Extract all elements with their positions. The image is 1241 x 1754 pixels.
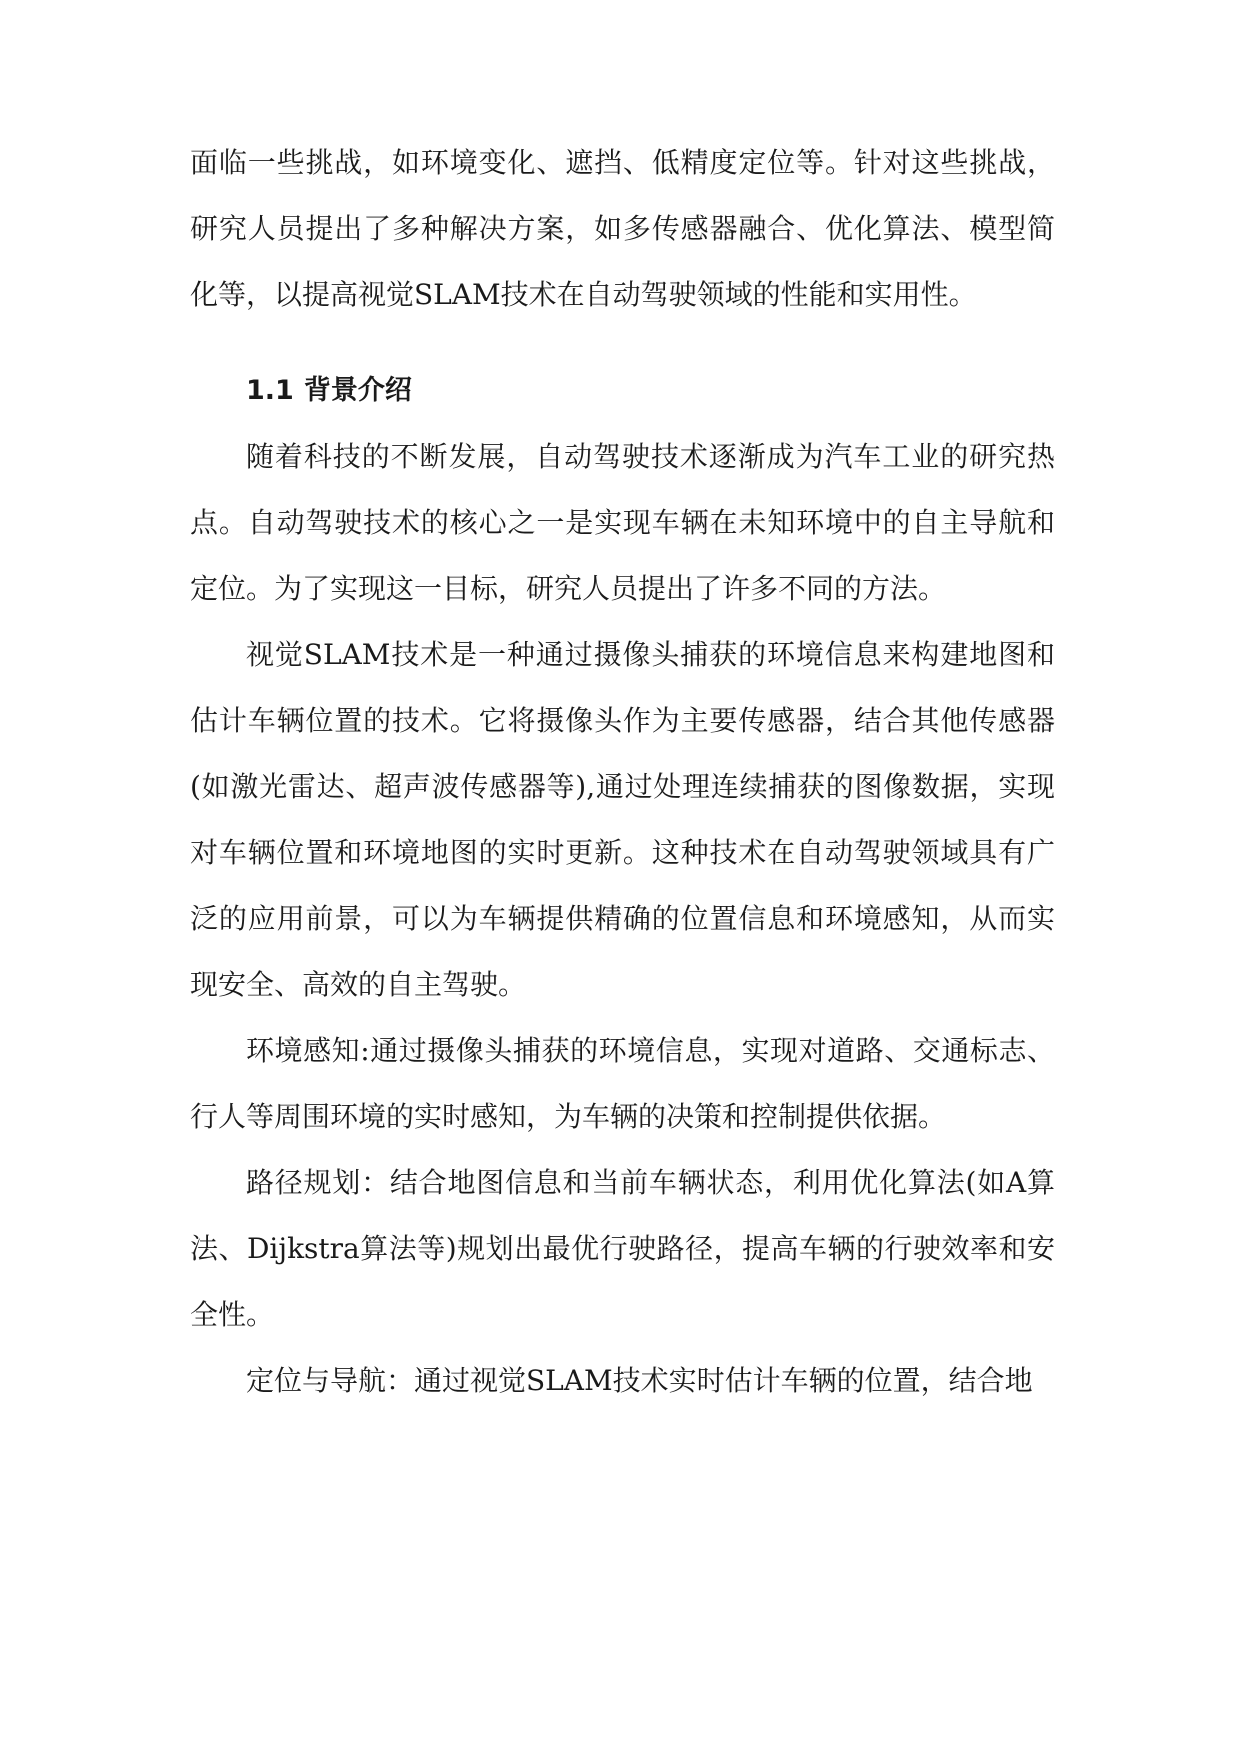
paragraph-environment-perception: 环境感知:通过摄像头捕获的环境信息，实现对道路、交通标志、行人等周围环境的实时感知，为车辆的决策和控制提供依据。 [190,1034,1055,1133]
paragraph-background: 随着科技的不断发展，自动驾驶技术逐渐成为汽车工业的研究热点。自动驾驶技术的核心之一是实现车辆在未知环境中的自主导航和定位。为了实现这一目标，研究人员提出了许多不同的方法。 [190,440,1055,605]
paragraph-localization-navigation: 定位与导航：通过视觉SLAM技术实时估计车辆的位置，结合地 [246,1364,1033,1397]
document-body [190,130,1055,1414]
paragraph-visual-slam: 视觉SLAM技术是一种通过摄像头捕获的环境信息来构建地图和估计车辆位置的技术。它将摄像头作为主要传感器，结合其他传感器(如激光雷达、超声波传感器等),通过处理连续捕获的图像数据，实现对车辆位置和环境地图的实时更新。这种技术在自动驾驶领域具有广泛的应用前景，可以为车辆提供精确的位置信息和环境感知，从而实现安全、高效的自主驾驶。 [190,638,1055,1001]
paragraph-path-planning: 路径规划：结合地图信息和当前车辆状态，利用优化算法(如A算法、Dijkstra算法等)规划出最优行驶路径，提高车辆的行驶效率和安全性。 [190,1166,1055,1331]
section-title: 背景介绍 [303,375,412,406]
section-number: 1.1 [246,375,294,406]
paragraph-continued: 面临一些挑战，如环境变化、遮挡、低精度定位等。针对这些挑战，研究人员提出了多种解决方案，如多传感器融合、优化算法、模型简化等，以提高视觉SLAM技术在自动驾驶领域的性能和实用性。 [190,146,1055,311]
section-heading [190,358,1055,424]
